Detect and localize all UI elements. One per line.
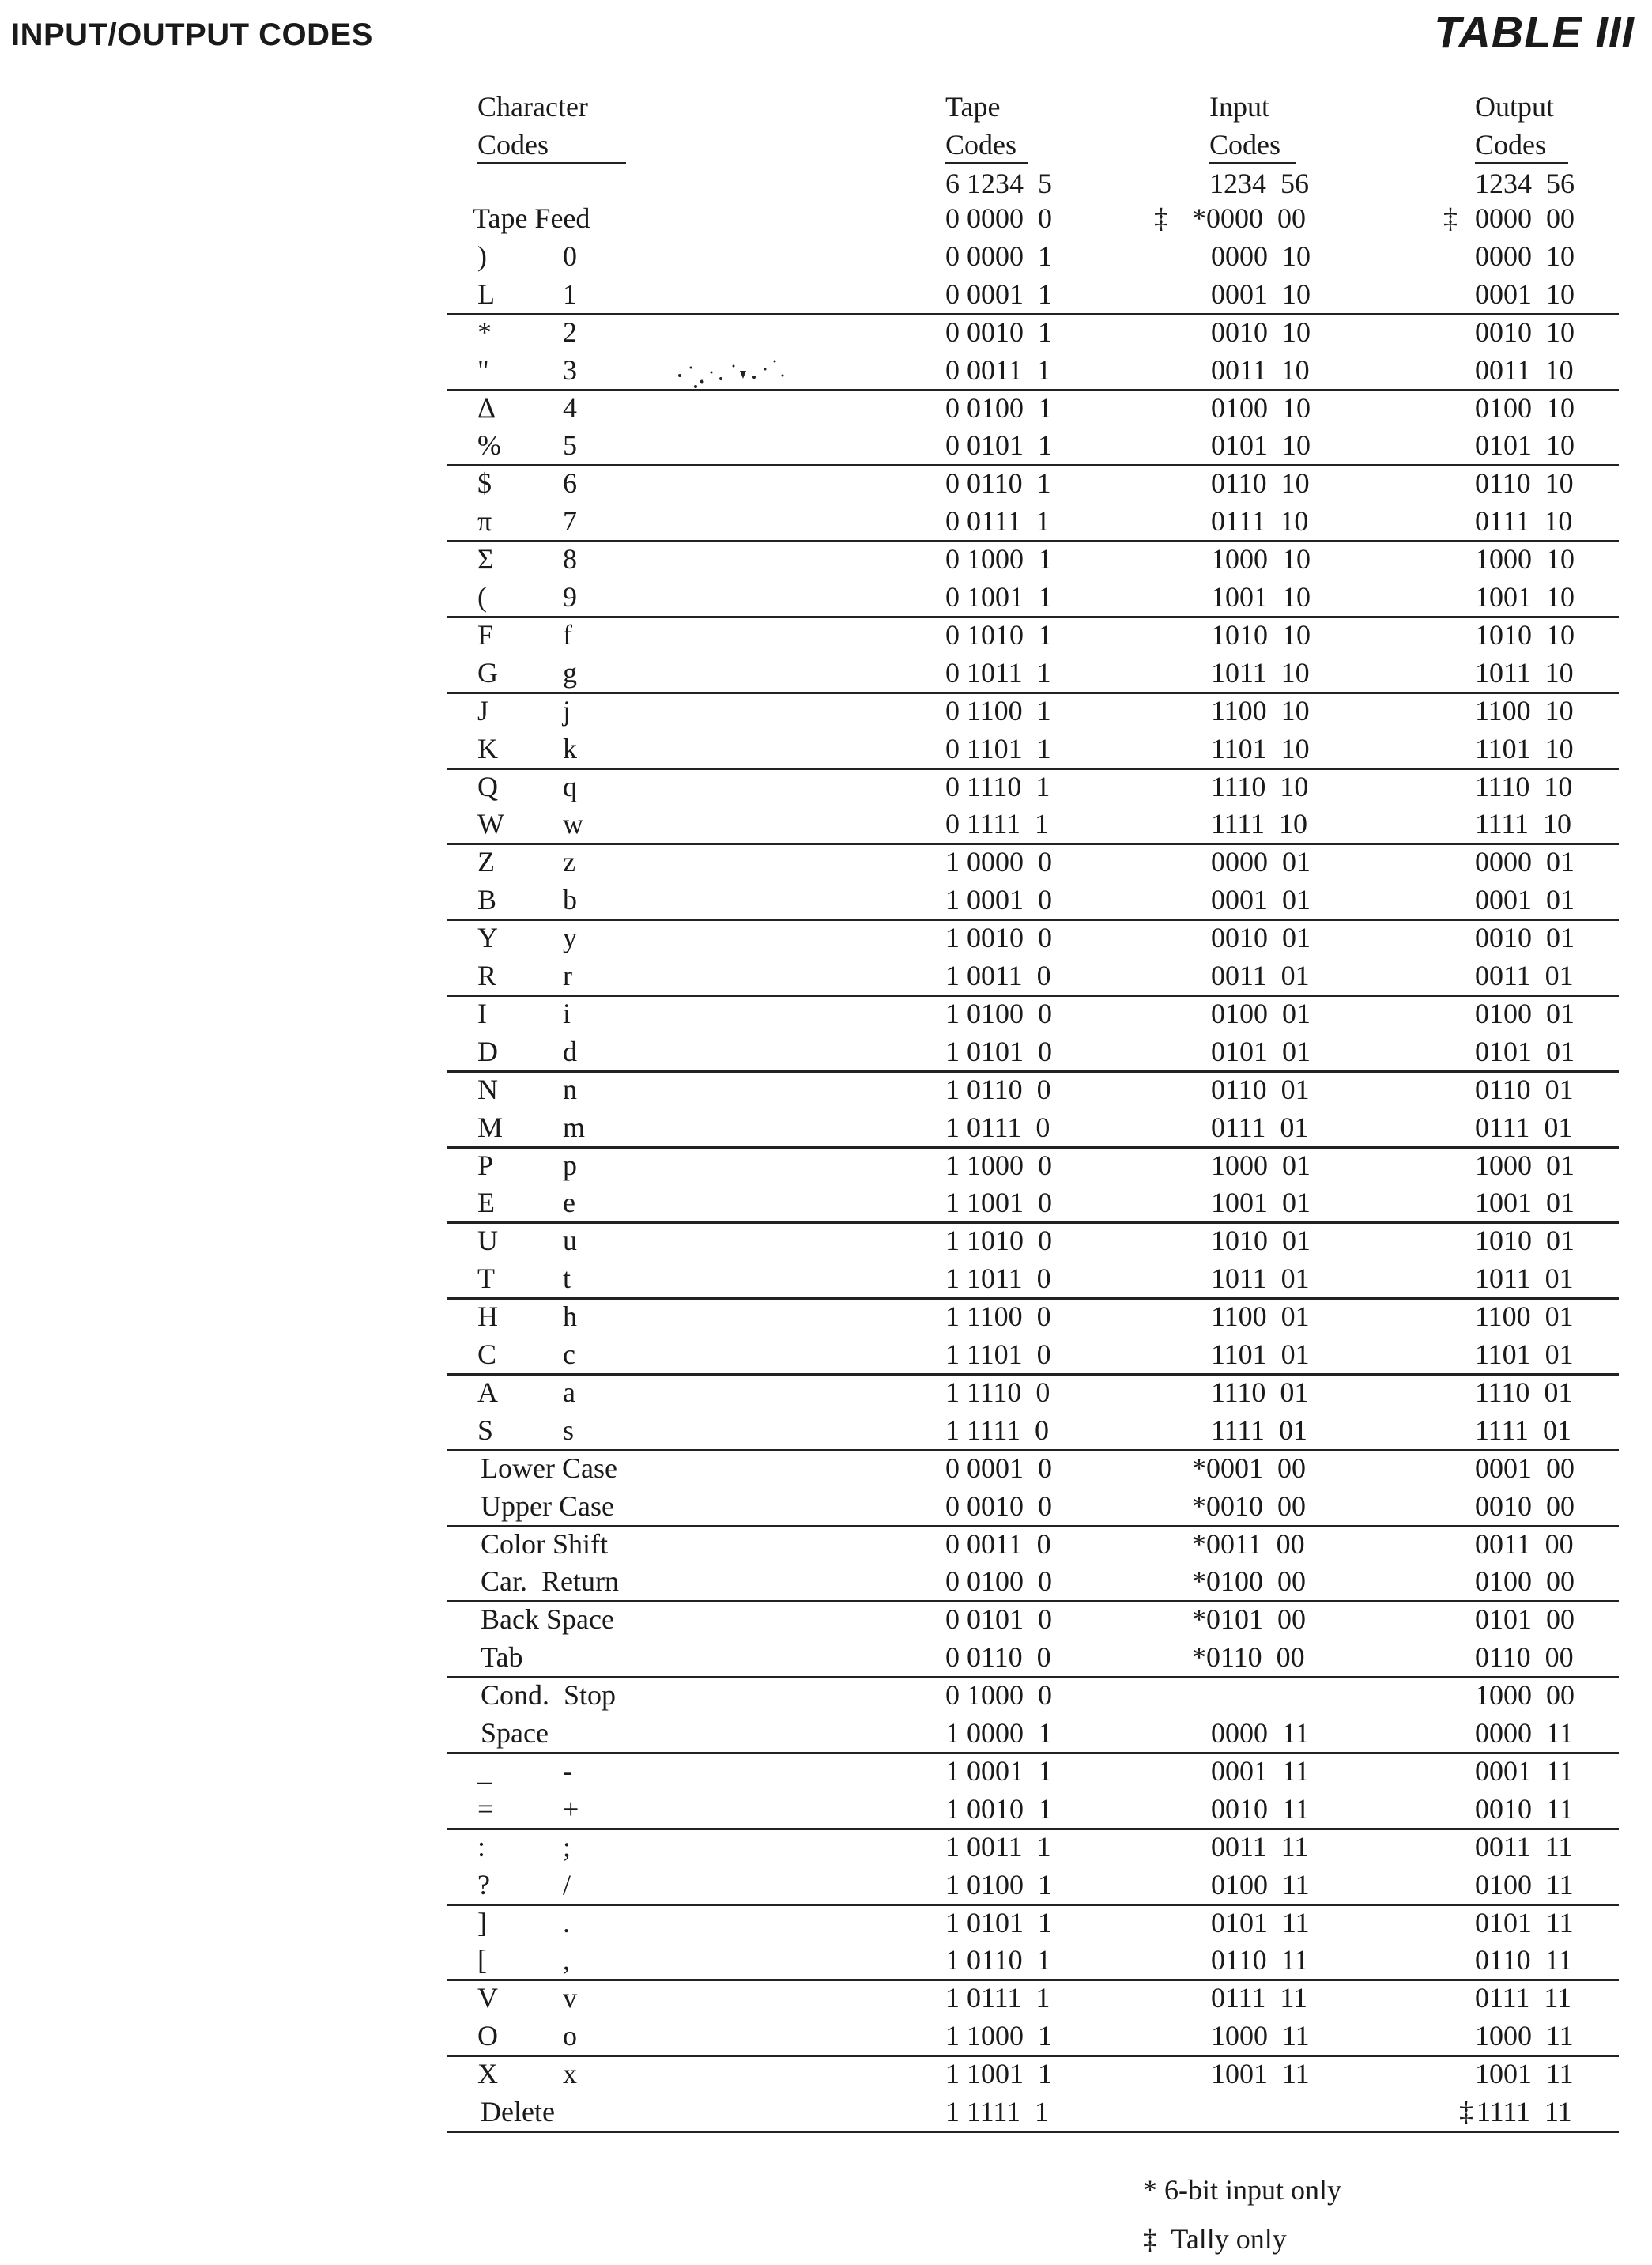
- row-divider: [447, 1904, 1619, 1906]
- input-header-line2: Codes: [1209, 129, 1296, 164]
- character-code-lower: q: [563, 771, 577, 802]
- character-code: ]: [477, 1907, 487, 1938]
- tape-code: 0 0001 0: [945, 1452, 1052, 1484]
- character-code-lower: k: [563, 733, 577, 764]
- output-code: 1001 11: [1475, 2058, 1574, 2089]
- character-code: Car. Return: [481, 1565, 619, 1597]
- row-divider: [447, 1070, 1619, 1073]
- row-divider: [447, 1373, 1619, 1376]
- tape-code: 0 0101 0: [945, 1603, 1052, 1635]
- row-divider: [447, 995, 1619, 997]
- tape-code: 1 0110 0: [945, 1074, 1051, 1105]
- input-code: *0010 00: [1192, 1490, 1306, 1522]
- tape-code: 0 0110 1: [945, 467, 1051, 499]
- table-label: TABLE III: [1434, 7, 1635, 57]
- input-code: 0001 11: [1211, 1755, 1310, 1787]
- input-code: 0000 10: [1211, 240, 1311, 272]
- character-code-lower: h: [563, 1300, 577, 1332]
- character-code: %: [477, 429, 501, 461]
- character-code: C: [477, 1338, 497, 1370]
- output-code: 0100 00: [1475, 1565, 1575, 1597]
- character-code-lower: n: [563, 1074, 577, 1105]
- tape-code: 1 0001 1: [945, 1755, 1052, 1787]
- character-code: $: [477, 467, 492, 499]
- character-code-lower: s: [563, 1414, 575, 1446]
- tape-code: 1 0110 1: [945, 1944, 1051, 1976]
- character-code: A: [477, 1376, 498, 1408]
- character-code: T: [477, 1263, 495, 1294]
- character-code: B: [477, 884, 497, 915]
- character-code-lower: 1: [563, 278, 577, 310]
- row-divider: [447, 540, 1619, 542]
- output-code: 0011 11: [1475, 1831, 1573, 1863]
- output-code: 1011 10: [1475, 657, 1574, 689]
- input-code: *0100 00: [1192, 1565, 1306, 1597]
- character-code: R: [477, 960, 497, 991]
- character-code: Q: [477, 771, 498, 802]
- output-code: 1111 11: [1477, 2096, 1572, 2127]
- tape-code: 1 1110 0: [945, 1376, 1050, 1408]
- input-code: 1111 01: [1211, 1414, 1307, 1446]
- input-code: 0110 01: [1211, 1074, 1310, 1105]
- output-code: 1010 01: [1475, 1225, 1575, 1256]
- character-code: L: [477, 278, 495, 310]
- character-code: F: [477, 619, 494, 651]
- character-code: π: [477, 505, 492, 537]
- input-code: 0101 10: [1211, 429, 1311, 461]
- character-code-lower: p: [563, 1149, 577, 1181]
- row-divider: [447, 1449, 1619, 1451]
- tally-mark: ‡: [1154, 202, 1168, 234]
- character-code-lower: ,: [563, 1944, 570, 1976]
- input-code: 0101 01: [1211, 1036, 1311, 1067]
- character-code: G: [477, 657, 498, 689]
- character-code-lower: d: [563, 1036, 577, 1067]
- output-code: 1111 10: [1475, 808, 1571, 840]
- row-divider: [447, 1525, 1619, 1527]
- character-code: ": [477, 354, 489, 386]
- tape-code: 1 1111 0: [945, 1414, 1049, 1446]
- character-code-lower: u: [563, 1225, 577, 1256]
- character-code-lower: 4: [563, 392, 577, 424]
- tape-bit-order: 6 1234 5: [945, 168, 1052, 199]
- output-code: 0000 00: [1475, 202, 1575, 234]
- scan-speckle-icon: [664, 352, 790, 391]
- character-code: W: [477, 808, 504, 840]
- character-code-lower: ;: [563, 1831, 571, 1863]
- tape-code: 1 1000 1: [945, 2020, 1052, 2052]
- character-code-lower: y: [563, 922, 577, 953]
- character-code: P: [477, 1149, 494, 1181]
- character-code-lower: g: [563, 657, 577, 689]
- character-code: H: [477, 1300, 498, 1332]
- output-code: 1000 01: [1475, 1149, 1575, 1181]
- input-code: 0000 11: [1211, 1717, 1310, 1749]
- row-divider: [447, 2055, 1619, 2057]
- input-code: 0010 01: [1211, 922, 1311, 953]
- character-code-lower: -: [563, 1755, 572, 1787]
- input-code: *0101 00: [1192, 1603, 1306, 1635]
- output-code: 1001 10: [1475, 581, 1575, 613]
- output-code: 0010 01: [1475, 922, 1575, 953]
- input-code: 0111 11: [1211, 1982, 1307, 2014]
- row-divider: [447, 616, 1619, 618]
- input-code: 0001 10: [1211, 278, 1311, 310]
- input-code: 1110 01: [1211, 1376, 1309, 1408]
- row-divider: [447, 1297, 1619, 1300]
- tape-code: 0 0111 1: [945, 505, 1050, 537]
- input-bit-order: 1234 56: [1209, 168, 1309, 199]
- input-code: 0011 10: [1211, 354, 1310, 386]
- output-code: 0110 11: [1475, 1944, 1573, 1976]
- character-code-lower: +: [563, 1793, 579, 1825]
- tape-header-line2: Codes: [945, 129, 1028, 164]
- output-code: 0110 00: [1475, 1641, 1574, 1673]
- tape-code: 0 0011 0: [945, 1528, 1051, 1560]
- output-code: 0000 01: [1475, 846, 1575, 878]
- tape-code: 0 1111 1: [945, 808, 1049, 840]
- output-code: 0100 01: [1475, 998, 1575, 1029]
- character-code: =: [477, 1793, 494, 1825]
- output-code: 0110 01: [1475, 1074, 1574, 1105]
- character-code: U: [477, 1225, 498, 1256]
- input-header-line1: Input: [1209, 91, 1269, 123]
- input-code: 0100 10: [1211, 392, 1311, 424]
- input-code: 1101 10: [1211, 733, 1310, 764]
- character-code: N: [477, 1074, 498, 1105]
- output-code: 1010 10: [1475, 619, 1575, 651]
- tape-code: 0 1100 1: [945, 695, 1051, 727]
- row-divider: [447, 768, 1619, 770]
- tape-code: 0 1011 1: [945, 657, 1051, 689]
- tape-code: 0 0000 0: [945, 202, 1052, 234]
- character-code: D: [477, 1036, 498, 1067]
- character-code-lower: m: [563, 1112, 586, 1143]
- input-code: 1001 10: [1211, 581, 1311, 613]
- output-code: 0101 11: [1475, 1907, 1574, 1938]
- tape-code: 1 0000 0: [945, 846, 1052, 878]
- input-code: 0110 10: [1211, 467, 1310, 499]
- output-code: 1111 01: [1475, 1414, 1571, 1446]
- tape-code: 1 0001 0: [945, 884, 1052, 915]
- output-header-line2: Codes: [1475, 129, 1568, 164]
- output-code: 1101 01: [1475, 1338, 1574, 1370]
- tape-code: 0 0101 1: [945, 429, 1052, 461]
- input-code: 1001 11: [1211, 2058, 1310, 2089]
- character-code: Cond. Stop: [481, 1679, 617, 1711]
- character-code: _: [477, 1755, 492, 1787]
- tape-code: 1 1001 1: [945, 2058, 1052, 2089]
- row-divider: [447, 919, 1619, 921]
- output-code: 0000 11: [1475, 1717, 1574, 1749]
- tape-code: 1 1000 0: [945, 1149, 1052, 1181]
- character-code: Delete: [481, 2096, 555, 2127]
- row-divider: [447, 1600, 1619, 1602]
- tape-code: 1 0010 0: [945, 922, 1052, 953]
- character-code: E: [477, 1187, 495, 1218]
- output-code: 1000 11: [1475, 2020, 1574, 2052]
- output-code: 0011 00: [1475, 1528, 1574, 1560]
- character-code: Y: [477, 922, 498, 953]
- output-code: 1011 01: [1475, 1263, 1574, 1294]
- input-code: 0100 01: [1211, 998, 1311, 1029]
- character-code: O: [477, 2020, 498, 2052]
- tape-code: 0 0011 1: [945, 354, 1051, 386]
- output-code: 0111 10: [1475, 505, 1573, 537]
- character-header-line2: Codes: [477, 129, 626, 164]
- character-code: (: [477, 581, 487, 613]
- character-code-lower: i: [563, 998, 571, 1029]
- character-code-lower: 9: [563, 581, 577, 613]
- output-code: 0010 11: [1475, 1793, 1574, 1825]
- tape-code: 0 1010 1: [945, 619, 1052, 651]
- output-code: 0101 01: [1475, 1036, 1575, 1067]
- row-divider: [447, 1828, 1619, 1830]
- character-code-lower: 8: [563, 543, 577, 575]
- character-code-lower: 5: [563, 429, 577, 461]
- tape-code: 0 1000 1: [945, 543, 1052, 575]
- input-code: 1100 01: [1211, 1300, 1310, 1332]
- tape-code: 0 0100 0: [945, 1565, 1052, 1597]
- tape-code: 0 0010 0: [945, 1490, 1052, 1522]
- output-code: 0001 00: [1475, 1452, 1575, 1484]
- row-divider: [447, 1146, 1619, 1149]
- output-code: 0101 10: [1475, 429, 1575, 461]
- output-code: 1101 10: [1475, 733, 1574, 764]
- character-code-lower: o: [563, 2020, 577, 2052]
- tape-code: 1 0111 1: [945, 1982, 1050, 2014]
- output-code: 1110 10: [1475, 771, 1573, 802]
- character-code: Z: [477, 846, 495, 878]
- input-code: 1011 10: [1211, 657, 1310, 689]
- output-code: 1000 10: [1475, 543, 1575, 575]
- character-code: Back Space: [481, 1603, 614, 1635]
- output-code: 0011 01: [1475, 960, 1574, 991]
- input-code: 1010 10: [1211, 619, 1311, 651]
- input-code: 0111 10: [1211, 505, 1309, 537]
- output-code: 0011 10: [1475, 354, 1574, 386]
- input-code: 1001 01: [1211, 1187, 1311, 1218]
- input-code: *0110 00: [1192, 1641, 1305, 1673]
- output-code: 1110 01: [1475, 1376, 1573, 1408]
- input-code: 1010 01: [1211, 1225, 1311, 1256]
- character-code-lower: 6: [563, 467, 577, 499]
- input-code: *0000 00: [1192, 202, 1306, 234]
- output-code: 0010 10: [1475, 316, 1575, 348]
- input-code: 0000 01: [1211, 846, 1311, 878]
- output-code: 1100 01: [1475, 1300, 1574, 1332]
- character-code: Tape Feed: [473, 202, 590, 234]
- character-code-lower: j: [563, 695, 571, 727]
- tape-code: 1 0011 1: [945, 1831, 1051, 1863]
- row-divider: [447, 464, 1619, 466]
- character-code-lower: a: [563, 1376, 575, 1408]
- row-divider: [447, 1221, 1619, 1224]
- character-code-lower: .: [563, 1907, 570, 1938]
- input-code: 1000 11: [1211, 2020, 1310, 2052]
- character-code: Lower Case: [481, 1452, 617, 1484]
- input-code: 0101 11: [1211, 1907, 1310, 1938]
- output-code: 0100 11: [1475, 1869, 1574, 1901]
- output-code: 1000 00: [1475, 1679, 1575, 1711]
- character-header-line1: Character: [477, 91, 588, 123]
- character-code: X: [477, 2058, 498, 2089]
- tape-code: 1 0101 0: [945, 1036, 1052, 1067]
- tape-code: 0 0001 1: [945, 278, 1052, 310]
- tape-code: 1 0000 1: [945, 1717, 1052, 1749]
- output-code: 0010 00: [1475, 1490, 1575, 1522]
- output-code: 0001 01: [1475, 884, 1575, 915]
- input-code: 0010 10: [1211, 316, 1311, 348]
- character-code: ?: [477, 1869, 490, 1901]
- tape-code: 1 0100 0: [945, 998, 1052, 1029]
- input-code: 1110 10: [1211, 771, 1309, 802]
- character-code: :: [477, 1831, 486, 1863]
- row-divider: [447, 1676, 1619, 1678]
- tape-code: 0 0110 0: [945, 1641, 1051, 1673]
- tape-code: 1 0100 1: [945, 1869, 1052, 1901]
- character-code-lower: b: [563, 884, 577, 915]
- character-code: K: [477, 733, 498, 764]
- character-code: [: [477, 1944, 487, 1976]
- input-code: 1011 01: [1211, 1263, 1310, 1294]
- tape-code: 1 1001 0: [945, 1187, 1052, 1218]
- input-code: 1000 01: [1211, 1149, 1311, 1181]
- tape-code: 1 0101 1: [945, 1907, 1052, 1938]
- character-code: Space: [481, 1717, 549, 1749]
- row-divider: [447, 389, 1619, 391]
- character-code: Color Shift: [481, 1528, 609, 1560]
- footnote-six-bit: * 6-bit input only: [1143, 2174, 1341, 2206]
- character-code: J: [477, 695, 489, 727]
- character-code: *: [477, 316, 492, 348]
- input-code: 0111 01: [1211, 1112, 1309, 1143]
- output-code: 0000 10: [1475, 240, 1575, 272]
- tape-code: 1 1101 0: [945, 1338, 1051, 1370]
- character-code: Δ: [477, 392, 496, 424]
- character-code-lower: 3: [563, 354, 577, 386]
- output-code: 0100 10: [1475, 392, 1575, 424]
- character-code-lower: r: [563, 960, 572, 991]
- character-code-lower: z: [563, 846, 575, 878]
- tape-code: 0 1101 1: [945, 733, 1051, 764]
- input-code: 0110 11: [1211, 1944, 1309, 1976]
- output-code: 1100 10: [1475, 695, 1574, 727]
- character-code-lower: v: [563, 1982, 577, 2014]
- input-code: *0011 00: [1192, 1528, 1305, 1560]
- tape-code: 0 1000 0: [945, 1679, 1052, 1711]
- character-code: ): [477, 240, 487, 272]
- row-divider: [447, 1979, 1619, 1981]
- input-code: 0011 11: [1211, 1831, 1309, 1863]
- row-divider: [447, 1752, 1619, 1754]
- tape-code: 0 0010 1: [945, 316, 1052, 348]
- character-code-lower: c: [563, 1338, 575, 1370]
- output-header-line1: Output: [1475, 91, 1555, 123]
- output-code: 1001 01: [1475, 1187, 1575, 1218]
- output-code: 0001 10: [1475, 278, 1575, 310]
- character-code: S: [477, 1414, 494, 1446]
- output-bit-order: 1234 56: [1475, 168, 1575, 199]
- page-title: INPUT/OUTPUT CODES: [11, 17, 373, 52]
- row-divider: [447, 2131, 1619, 2133]
- output-code: 0001 11: [1475, 1755, 1574, 1787]
- character-code-lower: 7: [563, 505, 577, 537]
- output-code: 0111 11: [1475, 1982, 1571, 2014]
- tape-code: 1 0011 0: [945, 960, 1051, 991]
- tape-code: 1 1100 0: [945, 1300, 1051, 1332]
- character-code: Σ: [477, 543, 494, 575]
- character-code-lower: 0: [563, 240, 577, 272]
- tape-code: 0 1001 1: [945, 581, 1052, 613]
- character-code: I: [477, 998, 487, 1029]
- character-code: V: [477, 1982, 498, 2014]
- tape-code: 0 1110 1: [945, 771, 1050, 802]
- input-code: 1111 10: [1211, 808, 1307, 840]
- tape-code: 1 1010 0: [945, 1225, 1052, 1256]
- tape-code: 1 0010 1: [945, 1793, 1052, 1825]
- character-code: M: [477, 1112, 504, 1143]
- footnote-tally: ‡ Tally only: [1143, 2223, 1287, 2255]
- row-divider: [447, 843, 1619, 845]
- row-divider: [447, 313, 1619, 315]
- input-code: 0010 11: [1211, 1793, 1310, 1825]
- character-code-lower: 2: [563, 316, 577, 348]
- character-code: Tab: [481, 1641, 523, 1673]
- character-code-lower: w: [563, 808, 583, 840]
- input-code: 0100 11: [1211, 1869, 1310, 1901]
- tape-header-line1: Tape: [945, 91, 1001, 123]
- character-code-lower: t: [563, 1263, 571, 1294]
- character-code-lower: e: [563, 1187, 575, 1218]
- tape-code: 0 0000 1: [945, 240, 1052, 272]
- tally-mark: ‡: [1443, 202, 1458, 234]
- character-code-lower: x: [563, 2058, 577, 2089]
- input-code: 1100 10: [1211, 695, 1310, 727]
- input-code: *0001 00: [1192, 1452, 1306, 1484]
- character-code-lower: /: [563, 1869, 571, 1901]
- tape-code: 1 1011 0: [945, 1263, 1051, 1294]
- output-code: 0110 10: [1475, 467, 1574, 499]
- row-divider: [447, 692, 1619, 694]
- tally-mark: ‡: [1459, 2096, 1473, 2127]
- tape-code: 1 1111 1: [945, 2096, 1049, 2127]
- input-code: 0001 01: [1211, 884, 1311, 915]
- character-code-lower: f: [563, 619, 572, 651]
- input-code: 1000 10: [1211, 543, 1311, 575]
- tape-code: 0 0100 1: [945, 392, 1052, 424]
- character-code: Upper Case: [481, 1490, 614, 1522]
- output-code: 0111 01: [1475, 1112, 1573, 1143]
- input-code: 0011 01: [1211, 960, 1310, 991]
- tape-code: 1 0111 0: [945, 1112, 1050, 1143]
- output-code: 0101 00: [1475, 1603, 1575, 1635]
- input-code: 1101 01: [1211, 1338, 1310, 1370]
